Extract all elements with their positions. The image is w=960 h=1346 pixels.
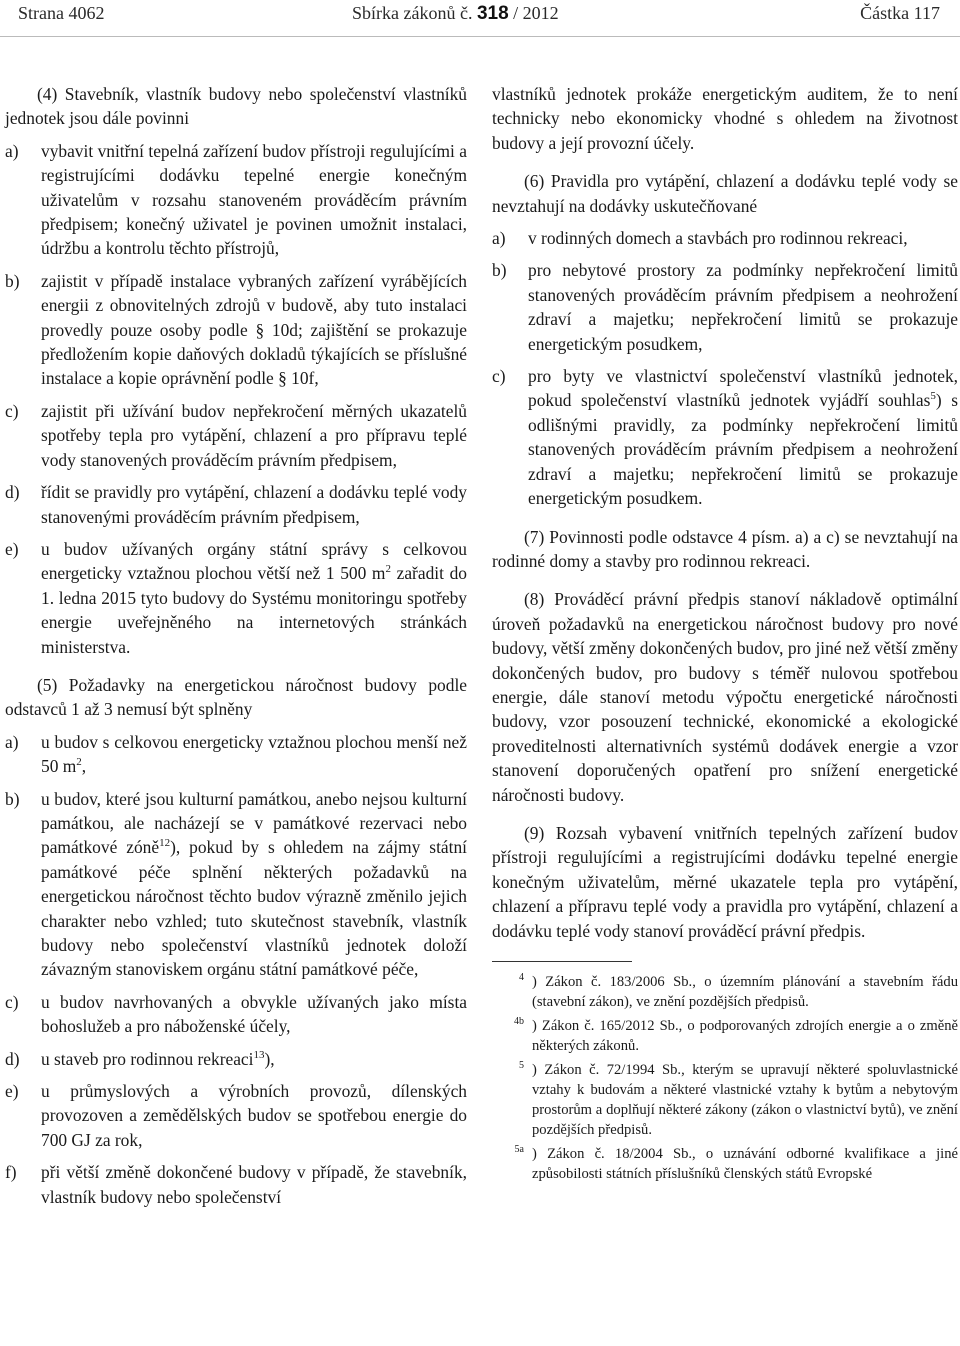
item-label: b) [5,270,20,291]
footnote-text: ) Zákon č. 18/2004 Sb., o uznávání odborné kvalifikace a jiné způsobilosti státních příslušníků členských států Evropské [532,1146,958,1182]
page-number: Strana 4062 [18,3,105,23]
item-text-part: zařadit do 1. ledna 2015 tyto budovy do Systému monitoringu spotřeby energie uveřejněného na internetových stránkách ministerstva. [41,563,467,657]
paragraph-7: (7) Povinnosti podle odstavce 4 písm. a) a c) se nevztahují na rodinné domy a stavby pro rodinnou rekreaci. [492,526,958,571]
item-text: při větší změně dokončené budovy v případě, že stavebník, vlastník budovy nebo společenství [41,1162,467,1207]
page-header [0,0,960,30]
footnote-number: 5a [514,1144,524,1156]
item-text: řídit se pravidly pro vytápění, chlazení a dodávku teplé vody stanovenými prováděcím právním předpisem, [41,482,467,527]
footnote [492,972,958,1012]
item-label: d) [5,482,20,503]
footnote-ref: 13 [253,1048,265,1061]
part-number: Částka 117 [860,3,940,23]
item-text-part: u staveb pro rodinnou rekreaci [41,1048,254,1069]
footnote-number: 4b [514,1016,524,1028]
list-item [5,139,467,261]
list-item [5,537,467,659]
list-item [492,226,958,250]
law-number: 318 [476,3,509,24]
item-text-part: ), [264,1048,275,1069]
item-text [41,787,467,982]
list-item [492,258,958,356]
footnote-ref: 5 [930,390,936,403]
item-text: zajistit při užívání budov nepřekročení měrných ukazatelů spotřeby tepla pro vytápění, chlazení a pro přípravu teplé vody stanovených prováděcím právním předpisem, [41,400,467,470]
footnote-text: ) Zákon č. 183/2006 Sb., o územním plánování a stavebním řádu (stavební zákon), ve znění pozdějších předpisů. [532,974,958,1010]
footnote [492,1144,958,1184]
paragraph-4-intro: (4) Stavebník, vlastník budovy nebo společenství vlastníků jednotek jsou dále povinni [5,84,467,129]
paragraph-9: (9) Rozsah vybavení vnitřních tepelných zařízení budov přístroji regulujícími a registrujícími dodávku tepelné energie konečným uživatelům, měrné ukazatele tepla pro vytápění, chlazení a přípravu teplé vody a pravidla pro vytápění, chlazení a dodávku teplé vody stanoví prováděcí právní předpis. [492,822,958,941]
item-label: c) [492,366,506,387]
list-item [5,787,467,982]
list-item [5,1160,467,1209]
item-text-part: u budov, které jsou kulturní památkou, anebo nejsou kulturní památkou, ale nacházejí se v památkové rezervaci nebo památkové zóně [41,788,467,858]
list-item [5,990,467,1039]
item-label: b) [492,260,507,281]
item-label: a) [5,731,19,752]
footnote-ref: 12 [159,837,171,850]
item-text-part: ) s odlišnými pravidly, za podmínky nepřekročení limitů stanovených prováděcím právním předpisem a neohrožení zdraví a majetku; nepřekročení limitů se prokazuje energetickým posudkem. [528,390,958,509]
item-text: v rodinných domech a stavbách pro rodinnou rekreaci, [528,228,908,249]
right-column [492,82,958,1184]
superscript: 2 [76,756,82,769]
item-text-part: u budov užívaných orgány státní správy s celkovou energeticky vztažnou plochou větší než 1 500 m [41,538,467,584]
left-column [5,82,467,1209]
list-item [5,269,467,391]
list-item [5,480,467,529]
superscript: 2 [385,563,391,576]
list-item [492,364,958,510]
collection-title [352,3,559,25]
item-label: e) [5,538,19,559]
item-text: u průmyslových a výrobních provozů, dílenských provozoven a zemědělských budov se spotřebou energie do 700 GJ za rok, [41,1081,467,1150]
footnote-text: ) Zákon č. 72/1994 Sb., kterým se upravují některé spoluvlastnické vztahy k budovám a některé vlastnické vztahy k bytům a nebytovým prostorům a doplňují některé zákony (zákon o vlastnictví bytů), ve znění pozdějších předpisů. [532,1062,958,1138]
paragraph-5f-continuation: vlastníků jednotek prokáže energetickým auditem, že to není technicky nebo ekonomicky vhodné s ohledem na životnost budovy a její provozní účely. [492,84,958,153]
footnote [492,1016,958,1056]
paragraph-8: (8) Prováděcí právní předpis stanoví nákladově optimální úroveň požadavků na energetickou náročnost budovy pro nové budovy, větší změny dokončených budov, pro jiné než větší změny dokončených budov, pro budovy s téměř nulovou spotřebou energie, dále stanoví metodu výpočtu energetické náročnosti budovy, vzor posouzení technické, ekonomické a ekologické proveditelnosti alternativních systémů dodávek energie a vzor stanovení doporučených opatření pro snížení energetické náročnosti budovy. [492,589,958,805]
item-label: a) [492,228,506,249]
item-text-part: ), pokud by s ohledem na zájmy státní památkové péče splnění některých požadavků na energetickou náročnost těchto budov výrazně změnilo jejich charakter nebo vzhled; tuto skutečnost stavebník, vlastník budovy nebo společenství vlastníků jednotek doloží závazným stanoviskem orgánu státní památkové péče, [41,837,467,980]
footnote-mark [492,1016,532,1056]
paragraph-4-items [5,139,467,529]
footnote-mark [492,1060,532,1140]
header-divider [0,36,960,37]
item-label: a) [5,140,19,161]
item-label: e) [5,1081,19,1102]
item-text [528,364,958,510]
list-item [5,1079,467,1152]
item-text-part: u budov s celkovou energeticky vztažnou plochou menší než 50 m [41,731,467,777]
footnote-number: 5 [519,1060,524,1072]
item-text [41,730,467,779]
paragraph-5-intro: (5) Požadavky na energetickou náročnost budovy podle odstavců 1 až 3 nemusí být splněny [5,674,467,720]
law-year: / 2012 [513,3,559,23]
item-text: u budov navrhovaných a obvykle užívaných jako místa bohoslužeb a pro náboženské účely, [41,991,467,1037]
footnote-mark [492,972,532,1012]
footnote-text: ) Zákon č. 165/2012 Sb., o podporovaných zdrojích energie a o změně některých zákonů. [532,1018,958,1054]
footnote-mark [492,1144,532,1184]
list-item [5,1047,467,1071]
item-text [41,1047,467,1071]
item-text: zajistit v případě instalace vybraných zařízení vyrábějících energii z obnovitelných zdrojů v budově, aby tuto instalaci provedly pouze osoby podle § 10d; zajištění se prokazuje předložením kopie daňových dokladů týkajících se příslušné instalace a kopie oprávnění podle § 10f, [41,270,467,389]
list-item [5,730,467,779]
footnote-number: 4 [519,972,524,984]
item-label: d) [5,1048,20,1069]
paragraph-6-intro: (6) Pravidla pro vytápění, chlazení a dodávku teplé vody se nevztahují na dodávky uskutečňované [492,171,958,216]
list-item [5,399,467,472]
item-text: pro nebytové prostory za podmínky nepřekročení limitů stanovených prováděcím právním předpisem a neohrožení zdraví a majetku; nepřekročení limitů se prokazuje energetickým posudkem, [528,260,958,354]
item-text: vybavit vnitřní tepelná zařízení budov přístroji regulujícími a registrujícími dodávku tepelné energie konečným uživatelům v rozsahu stanoveném prováděcím právním předpisem; konečný uživatel je povinen umožnit instalaci, údržbu a kontrolu těchto přístrojů, [41,140,467,259]
item-label: b) [5,788,20,809]
item-label: f) [5,1162,17,1183]
item-label: c) [5,400,19,421]
collection-label: Sbírka zákonů č. [352,3,473,23]
footnotes [492,972,958,1184]
item-text-part: pro byty ve vlastnictví společenství vlastníků jednotek, pokud společenství vlastníků jednotek vyjádří souhlas [528,366,958,411]
footnote [492,1060,958,1140]
item-label: c) [5,991,19,1012]
item-text [41,537,467,659]
footnote-divider [492,961,632,962]
item-text-part: , [81,756,87,777]
